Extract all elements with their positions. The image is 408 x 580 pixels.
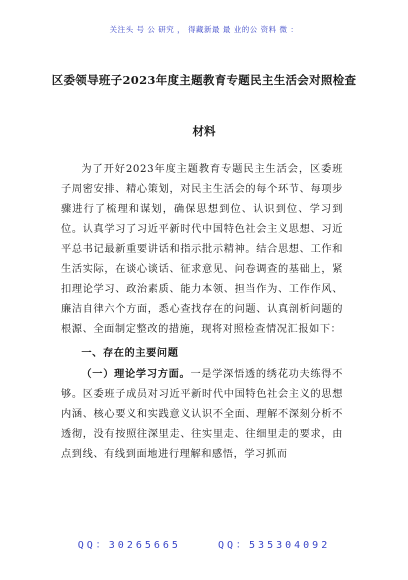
intro-paragraph: 为了开好2023年度主题教育专题民主生活会，区委班子周密安排、精心策划，对民主生活会的每个环节、每项步骤进行了梳理和谋划，确保思想到位、认识到位、学习到位。认真学习了习近平新时代中国特色社会主义思想、习近平总书记最新重要讲话和指示批示精神。结合思想、工作和生活实际，在谈心谈话、征求意见、问卷调查的基础上，紧扣理论学习、政治素质、能力本领、担当作为、工作作风、廉洁自律六个方面，悉心查找存在的问题、认真剖析问题的根源、全面制定整改的措施，现将对照检查情况汇报如下： [61, 164, 343, 335]
document-title-continuation: 材料 [192, 124, 216, 138]
subsection-heading-theory: （一）理论学习方面。 [81, 368, 191, 380]
top-watermark: 关注头 号 公 研究 ， 得藏新最 最 业的公 资料 微 ： [109, 25, 299, 34]
subsection-paragraph [61, 364, 343, 465]
qq-contact-left: QQ：30265665 [77, 540, 181, 551]
document-body [61, 160, 343, 465]
section-heading-problems: 一、存在的主要问题 [81, 347, 179, 359]
document-title: 区委领导班子2023年度主题教育专题民主生活会对照检查 [51, 73, 357, 87]
subsection-text: 一是学深悟透的绣花功夫练得不够。区委班子成员对习近平新时代中国特色社会主义的思想内涵、核心要义和实践意义认识不全面、理解不深刻分析不透彻，没有按照往深里走、往实里走、往细里走的要求，由点到线、有线到面地进行理解和感悟，学习抓而 [61, 369, 344, 460]
qq-contact-right: QQ：535304092 [218, 540, 331, 551]
bottom-watermark [0, 536, 408, 551]
